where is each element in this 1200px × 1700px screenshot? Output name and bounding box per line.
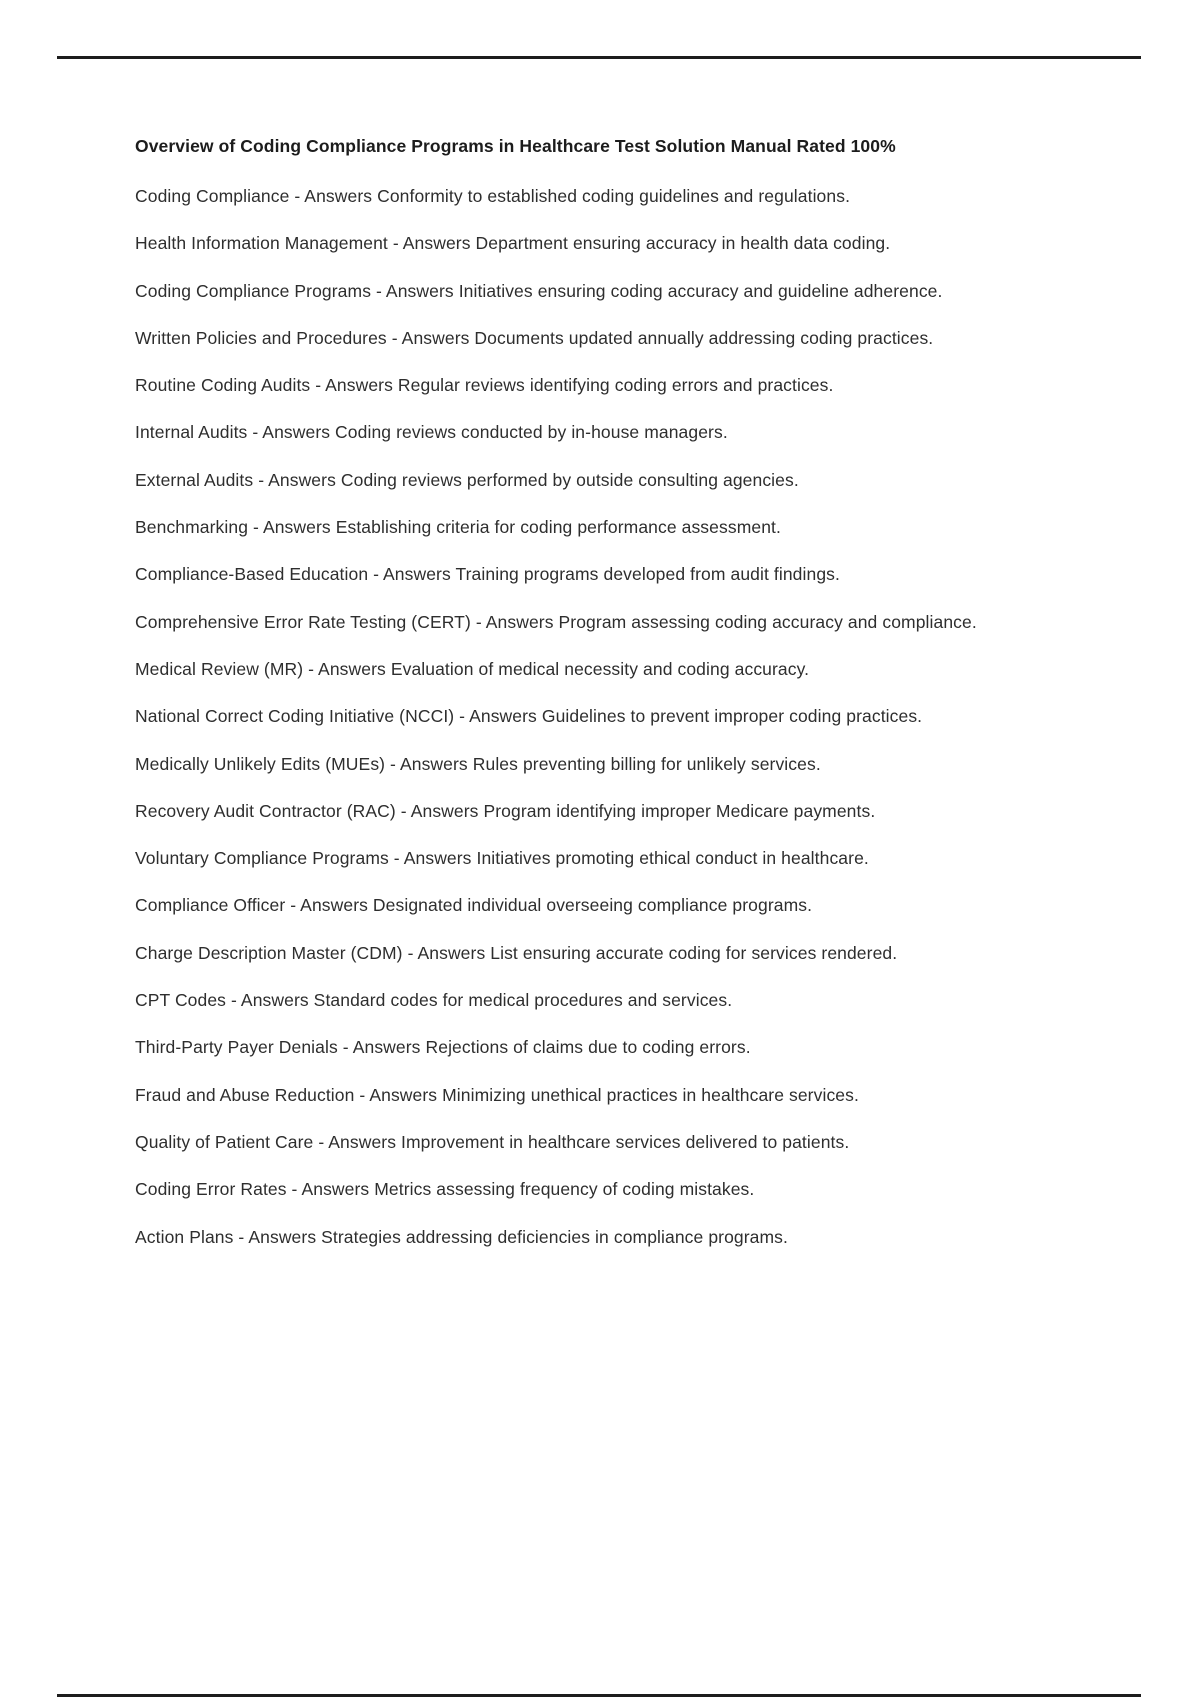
definition-paragraph: Compliance-Based Education - Answers Training programs developed from audit findings. [135, 564, 840, 585]
definition-paragraph: Written Policies and Procedures - Answers Documents updated annually addressing coding practices. [135, 327, 934, 348]
definition-paragraph: Coding Compliance - Answers Conformity to established coding guidelines and regulations. [135, 186, 851, 206]
definition-paragraph: CPT Codes - Answers Standard codes for medical procedures and services. [135, 990, 733, 1011]
definition-paragraph: Voluntary Compliance Programs - Answers Initiatives promoting ethical conduct in healthcare. [135, 848, 869, 869]
definition-paragraph: Health Information Management - Answers Department ensuring accuracy in health data coding. [135, 233, 891, 254]
top-rule [57, 56, 1141, 59]
definition-paragraph: Fraud and Abuse Reduction - Answers Minimizing unethical practices in healthcare services. [135, 1084, 859, 1105]
definition-paragraph: Medically Unlikely Edits (MUEs) - Answers Rules preventing billing for unlikely services. [135, 753, 821, 774]
definition-paragraph: Medical Review (MR) - Answers Evaluation of medical necessity and coding accuracy. [135, 658, 810, 679]
definition-paragraph: Third-Party Payer Denials - Answers Rejections of claims due to coding errors. [135, 1037, 751, 1058]
definition-paragraph: Charge Description Master (CDM) - Answers List ensuring accurate coding for services rendered. [135, 942, 898, 963]
bottom-rule [57, 1694, 1141, 1697]
definitions-list [135, 184, 1080, 1249]
definition-paragraph: Recovery Audit Contractor (RAC) - Answers Program identifying improper Medicare payments. [135, 800, 876, 821]
definition-paragraph: Quality of Patient Care - Answers Improvement in healthcare services delivered to patients. [135, 1131, 850, 1152]
definition-paragraph: National Correct Coding Initiative (NCCI) - Answers Guidelines to prevent improper coding practices. [135, 706, 923, 727]
document-content [135, 134, 1080, 1272]
definition-paragraph: Coding Error Rates - Answers Metrics assessing frequency of coding mistakes. [135, 1179, 755, 1200]
definition-paragraph: Compliance Officer - Answers Designated individual overseeing compliance programs. [135, 895, 813, 916]
definition-paragraph: Comprehensive Error Rate Testing (CERT) - Answers Program assessing coding accuracy and compliance. [135, 611, 977, 632]
definition-paragraph: Benchmarking - Answers Establishing criteria for coding performance assessment. [135, 517, 781, 538]
definition-paragraph: External Audits - Answers Coding reviews performed by outside consulting agencies. [135, 469, 799, 490]
definition-paragraph: Routine Coding Audits - Answers Regular reviews identifying coding errors and practices. [135, 375, 834, 396]
document-title: Overview of Coding Compliance Programs in Healthcare Test Solution Manual Rated 100% [135, 136, 896, 156]
definition-paragraph: Coding Compliance Programs - Answers Initiatives ensuring coding accuracy and guideline adherence. [135, 280, 943, 301]
definition-paragraph: Internal Audits - Answers Coding reviews conducted by in-house managers. [135, 422, 728, 443]
definition-paragraph: Action Plans - Answers Strategies addressing deficiencies in compliance programs. [135, 1226, 788, 1247]
